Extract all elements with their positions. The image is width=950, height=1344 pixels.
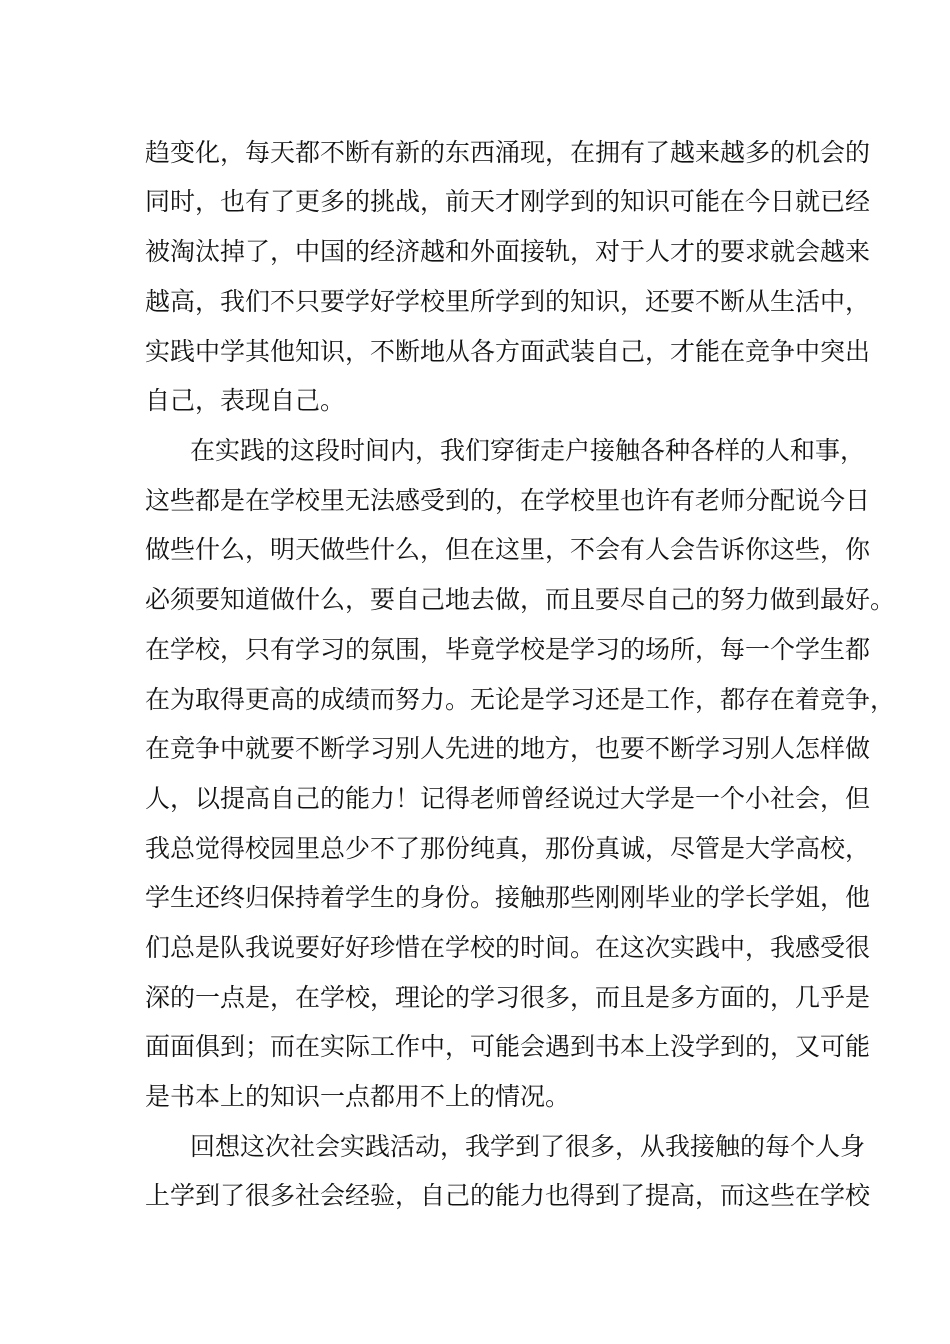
paragraph-2-line-13: 面面俱到；而在实际工作中，可能会遇到书本上没学到的，又可能 bbox=[145, 1032, 871, 1061]
paragraph-2-line-12: 深的一点是，在学校，理论的学习很多，而且是多方面的，几乎是 bbox=[145, 983, 871, 1012]
paragraph-1-line-2: 同时，也有了更多的挑战，前天才刚学到的知识可能在今日就已经 bbox=[145, 187, 871, 216]
paragraph-2-line-11: 们总是队我说要好好珍惜在学校的时间。在这次实践中，我感受很 bbox=[145, 933, 871, 962]
paragraph-1-line-6: 自己，表现自己。 bbox=[145, 386, 346, 415]
paragraph-1-line-4: 越高，我们不只要学好学校里所学到的知识，还要不断从生活中， bbox=[145, 287, 871, 316]
paragraph-2-line-2: 这些都是在学校里无法感受到的，在学校里也许有老师分配说今日 bbox=[145, 486, 871, 515]
paragraph-2-line-14: 是书本上的知识一点都用不上的情况。 bbox=[145, 1082, 571, 1111]
paragraph-1-line-3: 被淘汰掉了，中国的经济越和外面接轨，对于人才的要求就会越来 bbox=[145, 237, 871, 266]
paragraph-2-line-4: 必须要知道做什么，要自己地去做，而且要尽自己的努力做到最好。 bbox=[145, 585, 896, 614]
paragraph-2-line-5: 在学校，只有学习的氛围，毕竟学校是学习的场所，每一个学生都 bbox=[145, 635, 871, 664]
paragraph-2-line-10: 学生还终归保持着学生的身份。接触那些刚刚毕业的学长学姐，他 bbox=[145, 883, 871, 912]
paragraph-2-line-1: 在实践的这段时间内，我们穿街走户接触各种各样的人和事， bbox=[190, 436, 866, 465]
paragraph-3-line-2: 上学到了很多社会经验，自己的能力也得到了提高，而这些在学校 bbox=[145, 1181, 871, 1210]
paragraph-2-line-6: 在为取得更高的成绩而努力。无论是学习还是工作，都存在着竞争， bbox=[145, 685, 896, 714]
paragraph-2-line-3: 做些什么，明天做些什么，但在这里，不会有人会告诉你这些，你 bbox=[145, 535, 871, 564]
paragraph-2-line-7: 在竞争中就要不断学习别人先进的地方，也要不断学习别人怎样做 bbox=[145, 734, 871, 763]
paragraph-1-line-5: 实践中学其他知识，不断地从各方面武装自己，才能在竞争中突出 bbox=[145, 337, 871, 366]
paragraph-2-line-8: 人，以提高自己的能力！记得老师曾经说过大学是一个小社会，但 bbox=[145, 784, 871, 813]
paragraph-3-line-1: 回想这次社会实践活动，我学到了很多，从我接触的每个人身 bbox=[190, 1132, 866, 1161]
paragraph-2-line-9: 我总觉得校园里总少不了那份纯真，那份真诚，尽管是大学高校， bbox=[145, 834, 871, 863]
paragraph-1-line-1: 趋变化，每天都不断有新的东西涌现，在拥有了越来越多的机会的 bbox=[145, 138, 871, 167]
